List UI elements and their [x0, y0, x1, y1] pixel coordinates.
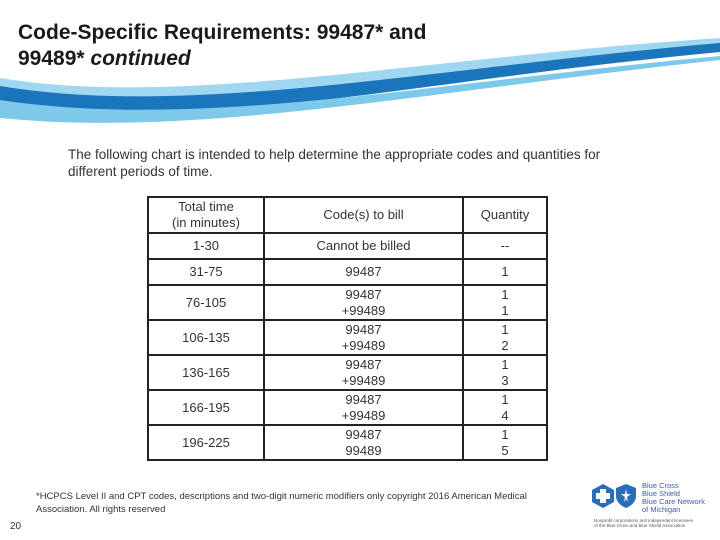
quantity-cell — [463, 259, 547, 285]
code-value: +99489 — [341, 407, 386, 423]
code-value: 99487 — [345, 391, 382, 407]
quantity-value: 2 — [501, 337, 509, 353]
logo-caption — [594, 518, 693, 528]
header-total-time-line2: (in minutes) — [172, 215, 240, 230]
quantity-value: 1 — [501, 302, 509, 318]
intro-text: The following chart is intended to help determine the appropriate codes and quantities for different periods of time. — [68, 147, 601, 179]
table-row — [148, 259, 547, 285]
code-value: 99487 — [345, 321, 382, 337]
header-total-time-line1: Total time — [178, 199, 234, 214]
quantity-cell — [463, 355, 547, 390]
header-quantity: Quantity — [463, 197, 547, 233]
table-row — [148, 285, 547, 320]
logo-text — [642, 482, 705, 514]
time-cell: 76-105 — [148, 285, 264, 320]
table-header-row — [148, 197, 547, 233]
header-codes: Code(s) to bill — [264, 197, 463, 233]
code-value: Cannot be billed — [316, 238, 411, 253]
code-value: 99487 — [345, 356, 382, 372]
quantity-value: -- — [500, 238, 510, 253]
title-line-2-plain: 99489* — [18, 47, 91, 70]
codes-cell — [264, 320, 463, 355]
time-cell: 136-165 — [148, 355, 264, 390]
page-number: 20 — [10, 521, 22, 532]
table-row — [148, 390, 547, 425]
copyright-footnote: *HCPCS Level II and CPT codes, descriptions and two-digit numeric modifiers only copyright 2016 American Medical Association. All rights reserved — [36, 491, 527, 515]
logo-line-2: Blue Shield — [642, 489, 680, 498]
quantity-value: 5 — [501, 442, 509, 458]
quantity-cell — [463, 425, 547, 460]
logo-line-4: of Michigan — [642, 505, 681, 514]
time-cell: 196-225 — [148, 425, 264, 460]
quantity-value: 4 — [501, 407, 509, 423]
codes-cell — [264, 355, 463, 390]
codes-cell — [264, 425, 463, 460]
logo-caption-1: Nonprofit corporations and independent licensees — [594, 518, 694, 523]
codes-cell — [264, 285, 463, 320]
blue-cross-icon — [592, 484, 614, 508]
code-value: 99489 — [345, 442, 382, 458]
logo-line-1: Blue Cross — [642, 481, 679, 490]
blue-shield-icon — [616, 484, 636, 508]
code-value: +99489 — [341, 302, 386, 318]
quantity-value: 3 — [501, 372, 509, 388]
codes-cell — [264, 233, 463, 259]
time-cell: 166-195 — [148, 390, 264, 425]
quantity-value: 1 — [501, 356, 509, 372]
quantity-cell — [463, 233, 547, 259]
bcbs-logo — [588, 482, 714, 536]
codes-cell — [264, 259, 463, 285]
title-continued: continued — [90, 47, 191, 70]
quantity-cell — [463, 320, 547, 355]
quantity-cell — [463, 390, 547, 425]
quantity-value: 1 — [501, 321, 509, 337]
quantity-value: 1 — [501, 286, 509, 302]
title-line-1: Code-Specific Requirements: 99487* and — [18, 21, 427, 44]
code-quantity-table — [147, 196, 548, 461]
logo-caption-2: of the Blue Cross and Blue Shield Association — [594, 523, 686, 528]
code-value: +99489 — [341, 337, 386, 353]
table-row — [148, 233, 547, 259]
codes-cell — [264, 390, 463, 425]
header-total-time — [148, 197, 264, 233]
code-value: +99489 — [341, 372, 386, 388]
logo-line-3: Blue Care Network — [642, 497, 705, 506]
quantity-value: 1 — [501, 426, 509, 442]
quantity-value: 1 — [501, 391, 509, 407]
table-row — [148, 355, 547, 390]
code-value: 99487 — [345, 426, 382, 442]
time-cell: 106-135 — [148, 320, 264, 355]
code-value: 99487 — [345, 264, 382, 279]
header-swoosh-graphic — [0, 38, 720, 138]
code-value: 99487 — [345, 286, 382, 302]
time-cell: 1-30 — [148, 233, 264, 259]
quantity-value: 1 — [501, 264, 509, 279]
table-row — [148, 320, 547, 355]
table-row — [148, 425, 547, 460]
quantity-cell — [463, 285, 547, 320]
time-cell: 31-75 — [148, 259, 264, 285]
